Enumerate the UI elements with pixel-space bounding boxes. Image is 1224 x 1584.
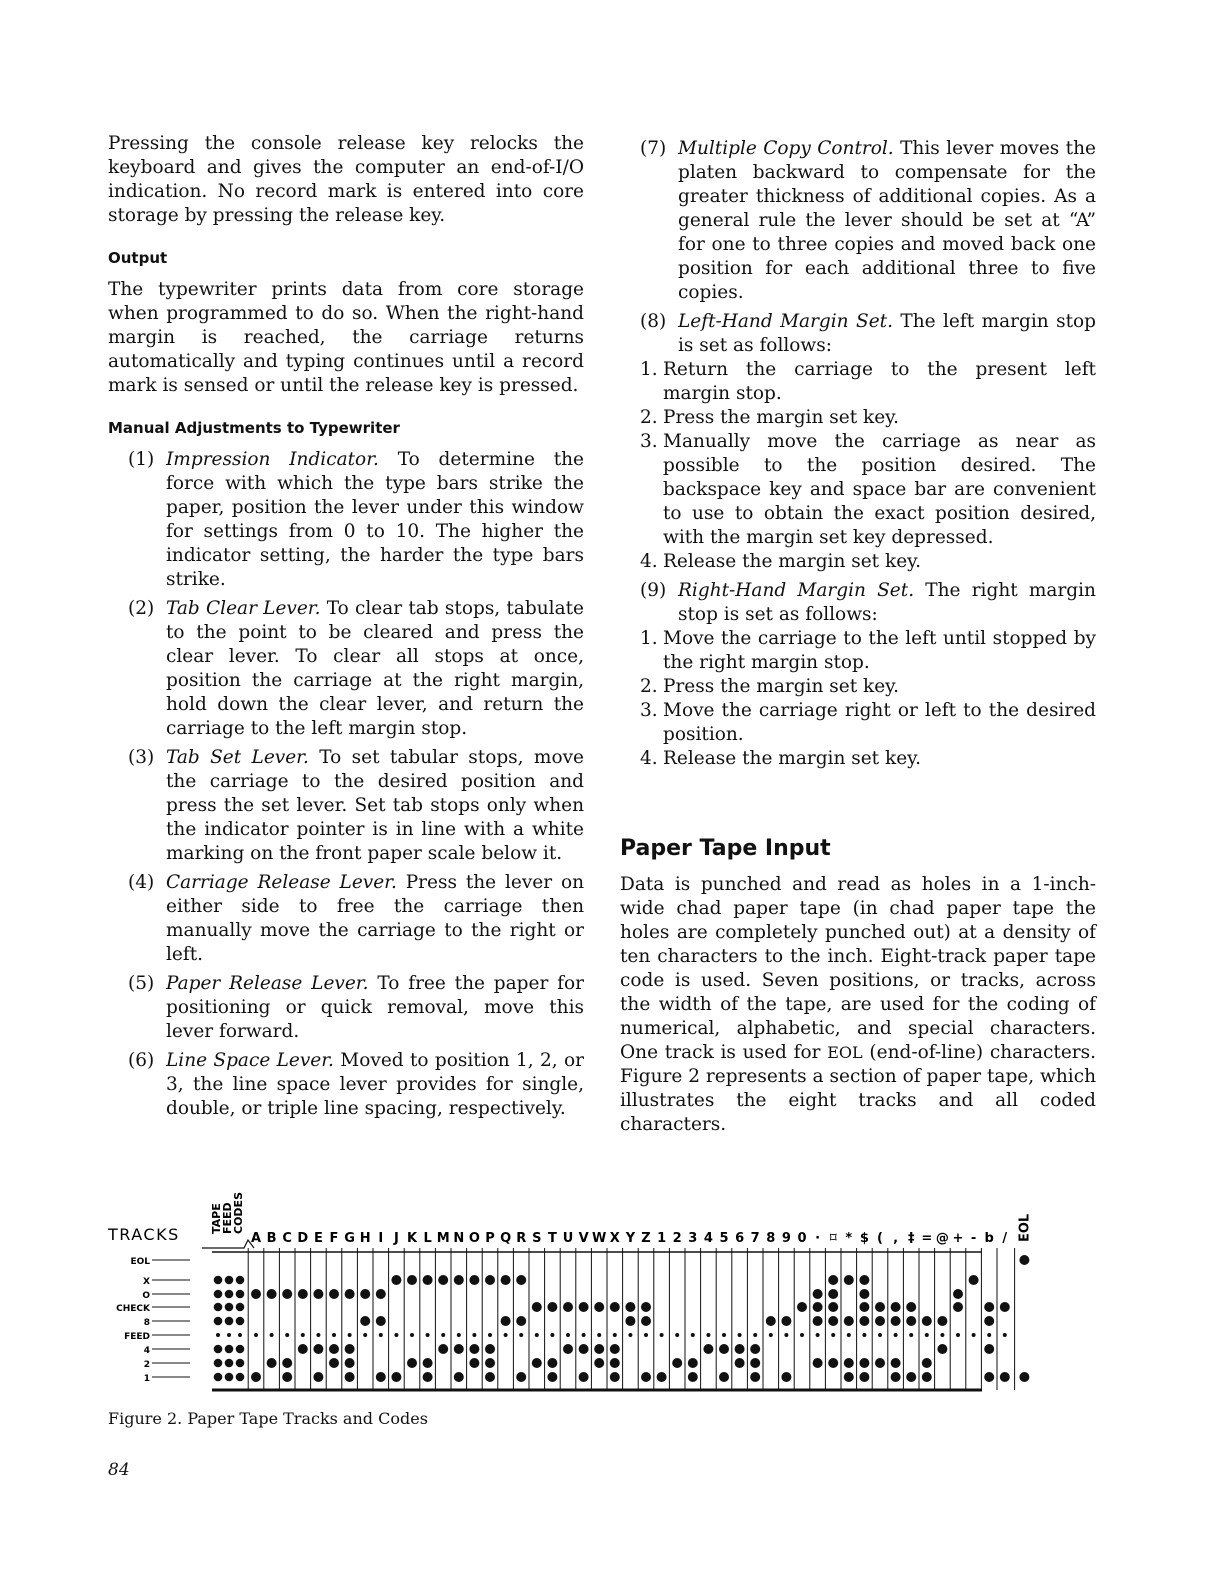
adjustment-item: (5) Paper Release Lever. To free the paper for positioning or quick removal, move this lever forward. <box>128 973 584 1042</box>
tape-hole <box>891 1316 901 1326</box>
left-column <box>108 132 584 1121</box>
feed-hole <box>535 1333 539 1337</box>
step-item: 4. Release the margin set key. <box>640 551 922 572</box>
character-label: 0 <box>797 1231 807 1246</box>
tape-hole <box>501 1316 511 1326</box>
feed-hole <box>348 1333 352 1337</box>
feed-hole <box>940 1333 944 1337</box>
character-label: b <box>984 1231 994 1246</box>
tape-hole <box>891 1302 901 1312</box>
tape-hole <box>391 1275 401 1285</box>
tape-hole <box>828 1275 838 1285</box>
feed-hole <box>706 1333 710 1337</box>
tape-hole <box>214 1276 223 1285</box>
tape-hole <box>485 1275 495 1285</box>
feed-hole <box>566 1333 570 1337</box>
tape-hole <box>469 1358 479 1368</box>
tape-hole <box>376 1372 386 1382</box>
tape-hole <box>828 1316 838 1326</box>
tape-hole <box>844 1372 854 1382</box>
tape-hole <box>859 1289 869 1299</box>
track-label: 8 <box>143 1318 150 1328</box>
tape-hole <box>236 1373 245 1382</box>
tape-hole <box>345 1358 355 1368</box>
tape-hole <box>781 1372 791 1382</box>
tape-hole <box>516 1275 526 1285</box>
character-label: N <box>453 1231 465 1246</box>
tape-hole <box>859 1275 869 1285</box>
tape-hole <box>345 1344 355 1354</box>
tape-hole <box>282 1289 292 1299</box>
eol-hole <box>1019 1255 1029 1265</box>
feed-hole <box>831 1333 835 1337</box>
tape-hole <box>225 1345 234 1354</box>
tape-hole <box>672 1358 682 1368</box>
tape-hole <box>313 1289 323 1299</box>
tape-hole <box>547 1358 557 1368</box>
tape-hole <box>376 1289 386 1299</box>
character-label: I <box>378 1231 384 1246</box>
tape-hole <box>1000 1372 1010 1382</box>
tape-hole <box>376 1316 386 1326</box>
character-label: / <box>1002 1231 1008 1246</box>
character-label: P <box>485 1231 495 1246</box>
feed-hole <box>816 1333 820 1337</box>
feed-hole <box>301 1333 305 1337</box>
tape-hole <box>625 1302 635 1312</box>
tape-hole <box>407 1358 417 1368</box>
feed-hole <box>738 1333 742 1337</box>
tape-hole <box>657 1372 667 1382</box>
tape-hole <box>813 1289 823 1299</box>
track-label: FEED <box>124 1332 150 1342</box>
tape-hole <box>625 1316 635 1326</box>
right-column <box>620 132 1096 1137</box>
tape-hole <box>735 1358 745 1368</box>
feed-hole <box>550 1333 554 1337</box>
tape-hole <box>236 1317 245 1326</box>
character-label: M <box>436 1231 450 1246</box>
tape-hole <box>485 1344 495 1354</box>
adjustment-item: (2) Tab Clear Lever. To clear tab stops, tabulate to the point to be cleared and press the clear lever. To clear all stops at once, position the carriage at the right margin, hold down the clear lever, and return the carriage to the left margin stop. <box>128 598 584 739</box>
feed-hole <box>769 1333 773 1337</box>
output-paragraph: The typewriter prints data from core storage when programmed to do so. When the right-hand margin is reached, the carriage returns automatically and typing continues until a record mark is sensed or until the release key is pressed. <box>108 279 584 396</box>
vertical-label: CODES <box>232 1192 245 1234</box>
feed-hole <box>862 1333 866 1337</box>
tape-hole <box>984 1344 994 1354</box>
character-label: U <box>562 1231 574 1246</box>
tape-hole <box>454 1344 464 1354</box>
tape-hole <box>859 1302 869 1312</box>
tape-hole <box>469 1344 479 1354</box>
tape-hole <box>594 1344 604 1354</box>
tape-hole <box>516 1316 526 1326</box>
tape-hole <box>875 1302 885 1312</box>
tape-hole <box>813 1302 823 1312</box>
tape-hole <box>214 1290 223 1299</box>
tape-hole <box>579 1372 589 1382</box>
tape-hole <box>423 1275 433 1285</box>
character-label: J <box>393 1231 399 1246</box>
tape-hole <box>214 1303 223 1312</box>
tape-hole <box>298 1344 308 1354</box>
feed-hole <box>878 1333 882 1337</box>
tape-hole <box>875 1358 885 1368</box>
feed-hole <box>227 1333 231 1337</box>
character-label: $ <box>859 1231 869 1246</box>
tape-hole <box>563 1302 573 1312</box>
output-heading: Output <box>108 249 168 267</box>
tape-hole <box>766 1316 776 1326</box>
tape-hole <box>937 1316 947 1326</box>
feed-hole <box>597 1333 601 1337</box>
paper-tape-figure <box>108 1176 1033 1476</box>
tape-hole <box>688 1358 698 1368</box>
character-label: 9 <box>781 1231 791 1246</box>
character-label: L <box>423 1231 432 1246</box>
tape-hole <box>225 1290 234 1299</box>
left-margin-steps <box>620 358 1096 574</box>
feed-hole <box>722 1333 726 1337</box>
character-label: Q <box>500 1231 512 1246</box>
character-label: Z <box>641 1231 651 1246</box>
tape-hole <box>225 1276 234 1285</box>
tape-hole <box>891 1372 901 1382</box>
tape-hole <box>984 1316 994 1326</box>
feed-hole <box>582 1333 586 1337</box>
tape-hole <box>906 1316 916 1326</box>
character-label: G <box>344 1231 355 1246</box>
tape-hole <box>547 1372 557 1382</box>
character-label: 1 <box>657 1231 667 1246</box>
tape-hole <box>298 1289 308 1299</box>
feed-hole <box>270 1333 274 1337</box>
character-label: S <box>532 1231 542 1246</box>
tape-hole <box>610 1358 620 1368</box>
tape-hole <box>610 1372 620 1382</box>
feed-hole <box>504 1333 508 1337</box>
feed-hole <box>285 1333 289 1337</box>
tape-hole <box>501 1275 511 1285</box>
feed-hole <box>519 1333 523 1337</box>
feed-hole <box>987 1333 991 1337</box>
character-label: V <box>578 1231 589 1246</box>
character-label: ( <box>877 1231 883 1246</box>
tape-hole <box>547 1302 557 1312</box>
feed-hole <box>488 1333 492 1337</box>
feed-hole <box>332 1333 336 1337</box>
tape-hole <box>797 1302 807 1312</box>
eol-hole <box>1019 1372 1029 1382</box>
tape-hole <box>969 1275 979 1285</box>
item-left-margin-set: (8) Left-Hand Margin Set. The left margin stop is set as follows: <box>640 311 1096 356</box>
track-label: 1 <box>143 1374 150 1384</box>
feed-hole <box>800 1333 804 1337</box>
tape-hole <box>610 1302 620 1312</box>
tape-hole <box>251 1289 261 1299</box>
tape-hole <box>360 1289 370 1299</box>
tape-hole <box>937 1344 947 1354</box>
tape-hole <box>922 1358 932 1368</box>
feed-hole <box>363 1333 367 1337</box>
tape-hole <box>391 1372 401 1382</box>
step-item: 2. Press the margin set key. <box>640 676 900 697</box>
character-label: C <box>282 1231 292 1246</box>
tracks-label: TRACKS <box>108 1225 180 1244</box>
character-label: X <box>609 1231 620 1246</box>
feed-hole <box>410 1333 414 1337</box>
tape-hole <box>844 1358 854 1368</box>
tape-hole <box>703 1344 713 1354</box>
track-label: EOL <box>130 1257 150 1267</box>
tape-hole <box>313 1344 323 1354</box>
tape-hole <box>641 1316 651 1326</box>
adjustment-item: (3) Tab Set Lever. To set tabular stops, move the carriage to the desired position and press the set lever. Set tab stops only when the indicator pointer is in line with a white marking on the front paper scale below it. <box>128 747 584 864</box>
tape-hole <box>579 1302 589 1312</box>
tape-hole <box>236 1303 245 1312</box>
tape-hole <box>251 1372 261 1382</box>
section-heading: Paper Tape Input <box>620 836 831 861</box>
tape-hole <box>984 1372 994 1382</box>
feed-hole <box>216 1333 220 1337</box>
character-label: W <box>592 1231 607 1246</box>
eol-column-label: EOL <box>1017 1213 1033 1242</box>
step-item: 1. Return the carriage to the present left margin stop. <box>640 359 1096 404</box>
feed-hole <box>909 1333 913 1337</box>
tape-hole <box>875 1316 885 1326</box>
tape-hole <box>1000 1302 1010 1312</box>
paper-tape-paragraph: Data is punched and read as holes in a 1-inch-wide chad paper tape (in chad paper tape the holes are completely punched out) at a density of ten characters to the inch. Eight-track paper tape code is used. Seven positions, or tracks, across the width of the tape, are used for the coding of numerical, alphabetic, and special characters. One track is used for EOL (end-of-line) characters. Figure 2 represents a section of paper tape, which illustrates the eight tracks and all coded characters. <box>620 874 1096 1135</box>
feed-hole <box>394 1333 398 1337</box>
tape-hole <box>485 1358 495 1368</box>
item-multiple-copy-control: (7) Multiple Copy Control. This lever moves the platen backward to compensate for the greater thickness of additional copies. As a general rule the lever should be set at “A” for one to three copies and moved back one position for each additional three to five copies. <box>640 138 1096 303</box>
character-label: E <box>313 1231 323 1246</box>
page-number: 84 <box>108 1460 130 1480</box>
tape-hole <box>688 1372 698 1382</box>
tape-hole <box>844 1275 854 1285</box>
feed-hole <box>426 1333 430 1337</box>
tape-hole <box>225 1359 234 1368</box>
tape-hole <box>906 1372 916 1382</box>
tape-hole <box>469 1275 479 1285</box>
tape-hole <box>267 1289 277 1299</box>
tape-hole <box>719 1344 729 1354</box>
feed-hole <box>316 1333 320 1337</box>
track-label: O <box>142 1291 150 1301</box>
tape-hole <box>225 1303 234 1312</box>
feed-hole <box>1003 1333 1007 1337</box>
tape-hole <box>236 1359 245 1368</box>
tape-hole <box>282 1372 292 1382</box>
tape-hole <box>953 1302 963 1312</box>
adjustment-list <box>108 448 584 1121</box>
character-label: 5 <box>719 1231 729 1246</box>
track-label: 4 <box>143 1346 150 1356</box>
feed-hole <box>691 1333 695 1337</box>
tape-hole <box>750 1372 760 1382</box>
feed-hole <box>784 1333 788 1337</box>
tape-hole <box>594 1358 604 1368</box>
tape-hole <box>859 1358 869 1368</box>
tape-hole <box>423 1358 433 1368</box>
tape-hole <box>828 1289 838 1299</box>
tape-hole <box>610 1344 620 1354</box>
tape-hole <box>828 1358 838 1368</box>
tape-hole <box>360 1316 370 1326</box>
character-label: R <box>516 1231 527 1246</box>
tape-hole <box>594 1302 604 1312</box>
tape-hole <box>532 1302 542 1312</box>
tape-hole <box>454 1372 464 1382</box>
item-right-margin-set: (9) Right-Hand Margin Set. The right margin stop is set as follows: <box>640 580 1096 625</box>
character-label: 2 <box>672 1231 682 1246</box>
tape-feed-bracket <box>202 1240 254 1248</box>
feed-hole <box>441 1333 445 1337</box>
tape-hole <box>579 1344 589 1354</box>
step-item: 2. Press the margin set key. <box>640 407 900 428</box>
tape-hole <box>214 1373 223 1382</box>
tape-hole <box>563 1344 573 1354</box>
tape-hole <box>813 1358 823 1368</box>
adjustment-item: (6) Line Space Lever. Moved to position 1, 2, or 3, the line space lever provides for single, double, or triple line spacing, respectively. <box>128 1050 584 1119</box>
tape-hole <box>813 1316 823 1326</box>
tape-hole <box>454 1275 464 1285</box>
right-margin-steps <box>620 627 1096 771</box>
tape-hole <box>984 1302 994 1312</box>
tape-hole <box>329 1289 339 1299</box>
tape-hole <box>922 1372 932 1382</box>
tape-hole <box>719 1372 729 1382</box>
feed-hole <box>675 1333 679 1337</box>
tape-hole <box>859 1372 869 1382</box>
tape-hole <box>922 1316 932 1326</box>
character-label: ‡ <box>907 1231 915 1246</box>
feed-hole <box>254 1333 258 1337</box>
tape-hole <box>225 1317 234 1326</box>
tape-hole <box>225 1373 234 1382</box>
tape-hole <box>236 1276 245 1285</box>
step-item: 3. Move the carriage right or left to the desired position. <box>640 700 1096 745</box>
tape-hole <box>532 1358 542 1368</box>
tape-hole <box>345 1372 355 1382</box>
feed-hole <box>972 1333 976 1337</box>
track-label: X <box>143 1277 150 1287</box>
tape-hole <box>844 1316 854 1326</box>
character-label: + <box>952 1231 964 1246</box>
feed-hole <box>925 1333 929 1337</box>
character-label: D <box>297 1231 309 1246</box>
intro-paragraph: Pressing the console release key relocks the keyboard and gives the computer an end-of-I/O indication. No record mark is entered into core storage by pressing the release key. <box>108 133 584 226</box>
figure-caption: Figure 2. Paper Tape Tracks and Codes <box>108 1409 428 1428</box>
tape-hole <box>828 1302 838 1312</box>
character-label: 6 <box>735 1231 745 1246</box>
tape-hole <box>750 1344 760 1354</box>
step-item: 4. Release the margin set key. <box>640 748 922 769</box>
character-label: 4 <box>703 1231 713 1246</box>
character-label: ⌑ <box>829 1231 837 1246</box>
feed-hole <box>472 1333 476 1337</box>
character-label: A <box>250 1231 262 1246</box>
vertical-label: FEED <box>221 1202 234 1234</box>
step-item: 1. Move the carriage to the left until stopped by the right margin stop. <box>640 628 1096 673</box>
character-label: 7 <box>750 1231 760 1246</box>
character-label: · <box>815 1231 821 1246</box>
tape-hole <box>781 1316 791 1326</box>
feed-hole <box>894 1333 898 1337</box>
tape-hole <box>641 1302 651 1312</box>
character-label: = <box>921 1231 933 1246</box>
tape-hole <box>282 1358 292 1368</box>
character-label: 3 <box>688 1231 698 1246</box>
feed-hole <box>613 1333 617 1337</box>
tape-hole <box>236 1290 245 1299</box>
track-label: CHECK <box>116 1304 150 1314</box>
step-item: 3. Manually move the carriage as near as possible to the position desired. The backspace key and space bar are convenient to use to obtain the exact position desired, with the margin set key depressed. <box>640 431 1096 548</box>
character-label: - <box>970 1231 977 1246</box>
tape-hole <box>891 1358 901 1368</box>
character-label: F <box>329 1231 339 1246</box>
feed-hole <box>238 1333 242 1337</box>
tape-hole <box>313 1372 323 1382</box>
character-label: B <box>266 1231 277 1246</box>
character-label: K <box>406 1231 418 1246</box>
adjustment-item: (4) Carriage Release Lever. Press the lever on either side to free the carriage then manually move the carriage to the right or left. <box>128 872 584 965</box>
tape-hole <box>906 1302 916 1312</box>
feed-hole <box>956 1333 960 1337</box>
tape-hole <box>267 1358 277 1368</box>
feed-hole <box>379 1333 383 1337</box>
tape-hole <box>329 1358 339 1368</box>
tape-hole <box>345 1289 355 1299</box>
tape-hole <box>953 1289 963 1299</box>
tape-hole <box>438 1275 448 1285</box>
character-label: 8 <box>766 1231 776 1246</box>
character-label: H <box>359 1231 371 1246</box>
adjustment-item: (1) Impression Indicator. To determine the force with which the type bars strike the paper, position the lever under this window for settings from 0 to 10. The higher the indicator setting, the harder the type bars strike. <box>128 449 584 590</box>
adjustments-heading: Manual Adjustments to Typewriter <box>108 419 400 437</box>
character-label: , <box>893 1231 899 1246</box>
tape-hole <box>214 1345 223 1354</box>
tape-hole <box>859 1316 869 1326</box>
character-label: Y <box>625 1231 636 1246</box>
feed-hole <box>457 1333 461 1337</box>
tape-hole <box>423 1372 433 1382</box>
character-label: T <box>547 1231 557 1246</box>
tape-hole <box>735 1344 745 1354</box>
tape-hole <box>641 1372 651 1382</box>
tape-hole <box>214 1317 223 1326</box>
tape-hole <box>485 1372 495 1382</box>
character-label: * <box>845 1231 853 1246</box>
track-label: 2 <box>143 1360 150 1370</box>
tape-hole <box>750 1358 760 1368</box>
character-label: O <box>468 1231 480 1246</box>
feed-hole <box>628 1333 632 1337</box>
feed-hole <box>660 1333 664 1337</box>
feed-hole <box>644 1333 648 1337</box>
tape-hole <box>407 1275 417 1285</box>
tape-hole <box>236 1345 245 1354</box>
character-label: @ <box>935 1231 949 1246</box>
vertical-label: TAPE <box>210 1203 223 1234</box>
tape-hole <box>329 1344 339 1354</box>
tape-hole <box>214 1359 223 1368</box>
tape-hole <box>516 1372 526 1382</box>
tape-hole <box>438 1344 448 1354</box>
feed-hole <box>753 1333 757 1337</box>
feed-hole <box>847 1333 851 1337</box>
